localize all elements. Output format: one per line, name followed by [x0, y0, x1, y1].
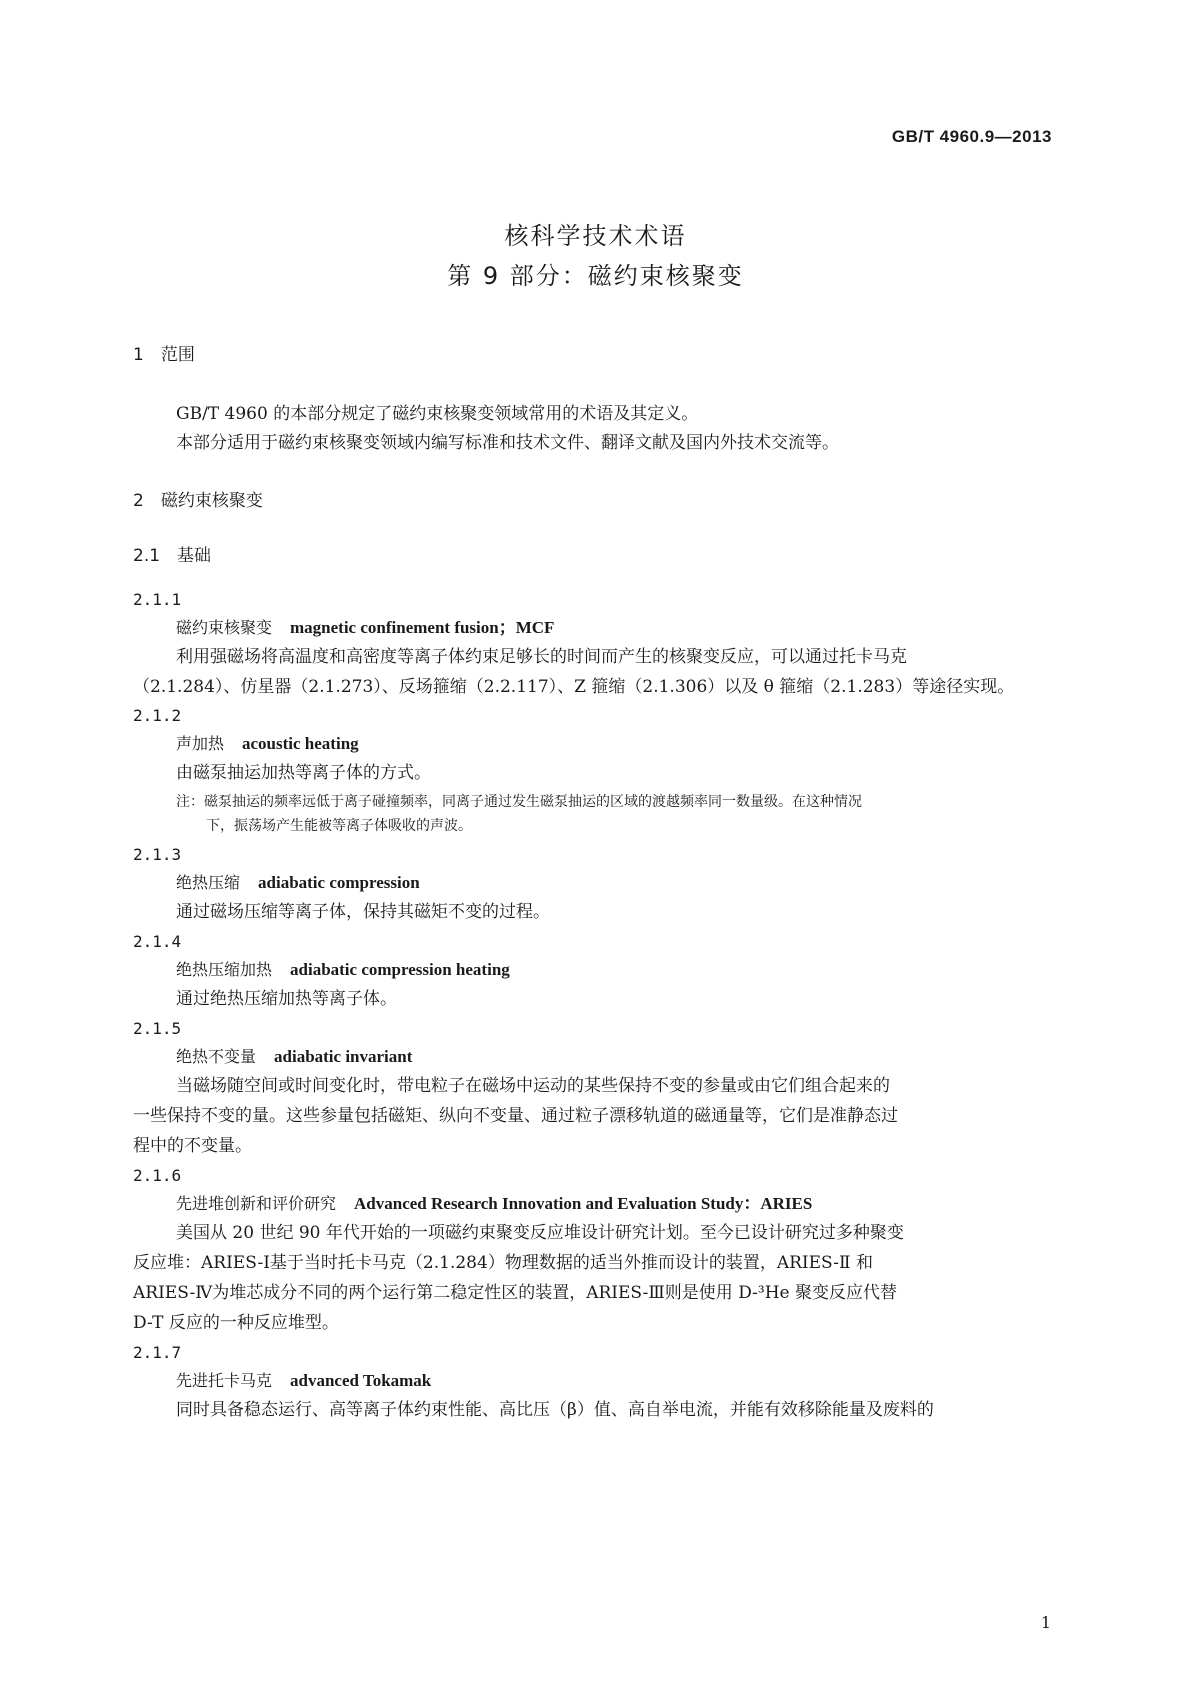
definition-line: 利用强磁场将高温度和高密度等离子体约束足够长的时间而产生的核聚变反应，可以通过托卡马克	[176, 647, 907, 667]
term-english: Advanced Research Innovation and Evaluation Study：ARIES	[354, 1194, 813, 1213]
term-chinese: 先进堆创新和评价研究	[176, 1194, 337, 1213]
term-line	[176, 1045, 412, 1069]
definition-line: 通过磁场压缩等离子体，保持其磁矩不变的过程。	[176, 902, 550, 922]
note-line: 注：磁泵抽运的频率远低于离子碰撞频率，同离子通过发生磁泵抽运的区域的渡越频率同一数量级。在这种情况	[176, 794, 862, 810]
term-chinese: 先进托卡马克	[176, 1371, 273, 1390]
term-chinese: 绝热压缩加热	[176, 960, 273, 979]
definition-line: 反应堆：ARIES-Ⅰ基于当时托卡马克（2.1.284）物理数据的适当外推而设计的装置，ARIES-Ⅱ 和	[133, 1253, 873, 1273]
term-line	[176, 732, 359, 756]
definition-line: 美国从 20 世纪 90 年代开始的一项磁约束聚变反应堆设计研究计划。至今已设计研究过多种聚变	[176, 1223, 904, 1243]
definition-line: 程中的不变量。	[133, 1136, 252, 1156]
entry-number: 2.1.3	[133, 845, 182, 864]
scope-paragraph-2: 本部分适用于磁约束核聚变领域内编写标准和技术文件、翻译文献及国内外技术交流等。	[176, 433, 839, 453]
note-line: 下，振荡场产生能被等离子体吸收的声波。	[206, 818, 472, 834]
entry-number: 2.1.4	[133, 932, 182, 951]
entry-number: 2.1.6	[133, 1166, 182, 1185]
definition-line: 当磁场随空间或时间变化时，带电粒子在磁场中运动的某些保持不变的参量或由它们组合起来的	[176, 1076, 890, 1096]
entry-number: 2.1.5	[133, 1019, 182, 1038]
page-number: 1	[1040, 1613, 1051, 1632]
term-line	[176, 871, 420, 895]
section-2-heading: 2 磁约束核聚变	[133, 491, 263, 511]
title-line-1: 核科学技术术语	[504, 222, 687, 250]
term-english: magnetic confinement fusion；MCF	[290, 618, 555, 637]
term-chinese: 声加热	[176, 734, 225, 753]
section-2-1-heading: 2.1 基础	[133, 546, 212, 566]
entry-number: 2.1.2	[133, 706, 182, 725]
term-chinese: 磁约束核聚变	[176, 618, 273, 637]
term-english: acoustic heating	[242, 734, 359, 753]
term-line	[176, 1192, 812, 1216]
term-chinese: 绝热压缩	[176, 873, 241, 892]
definition-line: 由磁泵抽运加热等离子体的方式。	[176, 763, 431, 783]
term-line	[176, 616, 554, 640]
term-english: adiabatic compression	[258, 873, 420, 892]
section-1-heading: 1 范围	[133, 345, 195, 365]
term-english: adiabatic invariant	[274, 1047, 413, 1066]
term-line	[176, 1369, 431, 1393]
definition-line: 通过绝热压缩加热等离子体。	[176, 989, 397, 1009]
standard-code: GB/T 4960.9—2013	[891, 127, 1052, 146]
definition-line: D-T 反应的一种反应堆型。	[133, 1313, 339, 1333]
term-english: adiabatic compression heating	[290, 960, 510, 979]
title-line-2: 第 9 部分：磁约束核聚变	[447, 262, 744, 290]
term-english: advanced Tokamak	[290, 1371, 432, 1390]
definition-line: ARIES-Ⅳ为堆芯成分不同的两个运行第二稳定性区的装置，ARIES-Ⅲ则是使用 D-³He 聚变反应代替	[133, 1283, 898, 1303]
entry-number: 2.1.7	[133, 1343, 182, 1362]
definition-line: 同时具备稳态运行、高等离子体约束性能、高比压（β）值、高自举电流，并能有效移除能量及废料的	[176, 1400, 934, 1420]
definition-line: 一些保持不变的量。这些参量包括磁矩、纵向不变量、通过粒子漂移轨道的磁通量等，它们是准静态过	[133, 1106, 898, 1126]
scope-paragraph-1: GB/T 4960 的本部分规定了磁约束核聚变领域常用的术语及其定义。	[176, 404, 699, 424]
term-chinese: 绝热不变量	[176, 1047, 257, 1066]
term-line	[176, 958, 510, 982]
definition-line: （2.1.284）、仿星器（2.1.273）、反场箍缩（2.2.117）、Z 箍缩（2.1.306）以及 θ 箍缩（2.1.283）等途径实现。	[133, 677, 1015, 697]
entry-number: 2.1.1	[133, 590, 182, 609]
document-title	[0, 216, 1191, 296]
